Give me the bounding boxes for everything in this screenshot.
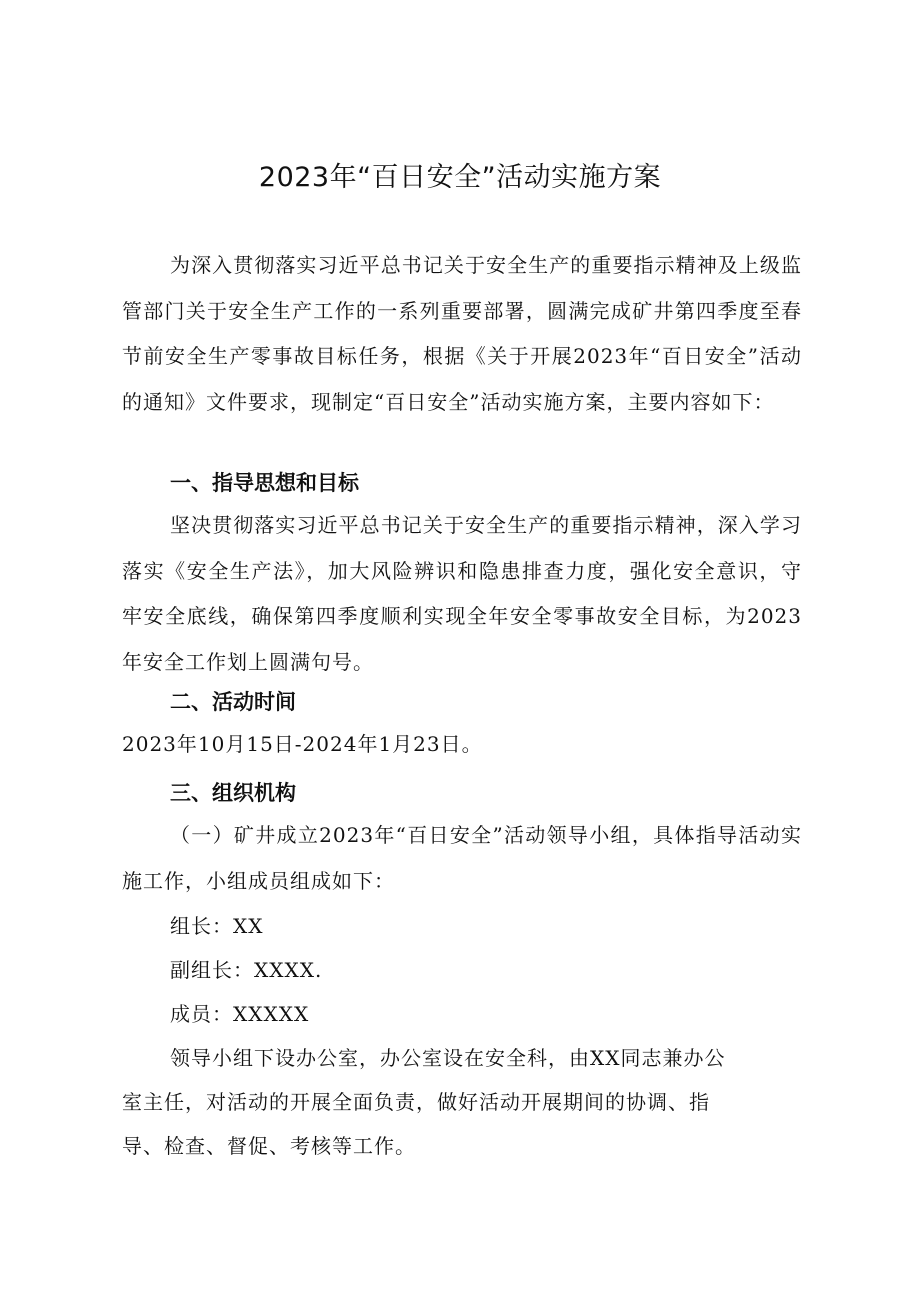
section-body-activity-time: 2023年10月15日-2024年1月23日。 — [122, 732, 483, 756]
section-heading-guiding-ideology: 一、指导思想和目标 — [170, 471, 359, 495]
office-paragraph-line-3: 导、检查、督促、考核等工作。 — [122, 1134, 416, 1158]
deputy-leader-line: 副组长：XXXX. — [170, 958, 323, 982]
section-heading-activity-time: 二、活动时间 — [170, 690, 296, 714]
members-line: 成员：XXXXX — [170, 1002, 310, 1026]
section-body-guiding-ideology: 坚决贯彻落实习近平总书记关于安全生产的重要指示精神，深入学习落实《安全生产法》，加大风险辨识和隐患排查力度，强化安全意识，守牢安全底线，确保第四季度顺利实现全年安全零事故安全目标，为2023年安全工作划上圆满句号。 — [122, 513, 802, 674]
group-leader-line: 组长：XX — [170, 914, 264, 938]
office-paragraph-line-1: 领导小组下设办公室，办公室设在安全科，由XX同志兼办公 — [170, 1046, 726, 1070]
document-title: 2023年“百日安全”活动实施方案 — [258, 162, 662, 193]
section-body-organization: （一）矿井成立2023年“百日安全”活动领导小组，具体指导活动实施工作，小组成员组成如下： — [122, 823, 802, 893]
intro-paragraph: 为深入贯彻落实习近平总书记关于安全生产的重要指示精神及上级监管部门关于安全生产工作的一系列重要部署，圆满完成矿井第四季度至春节前安全生产零事故目标任务，根据《关于开展2023年“百日安全”活动的通知》文件要求，现制定“百日安全”活动实施方案，主要内容如下： — [122, 253, 802, 414]
section-heading-organization: 三、组织机构 — [170, 781, 296, 805]
office-paragraph-line-2: 室主任，对活动的开展全面负责，做好活动开展期间的协调、指 — [122, 1090, 710, 1114]
